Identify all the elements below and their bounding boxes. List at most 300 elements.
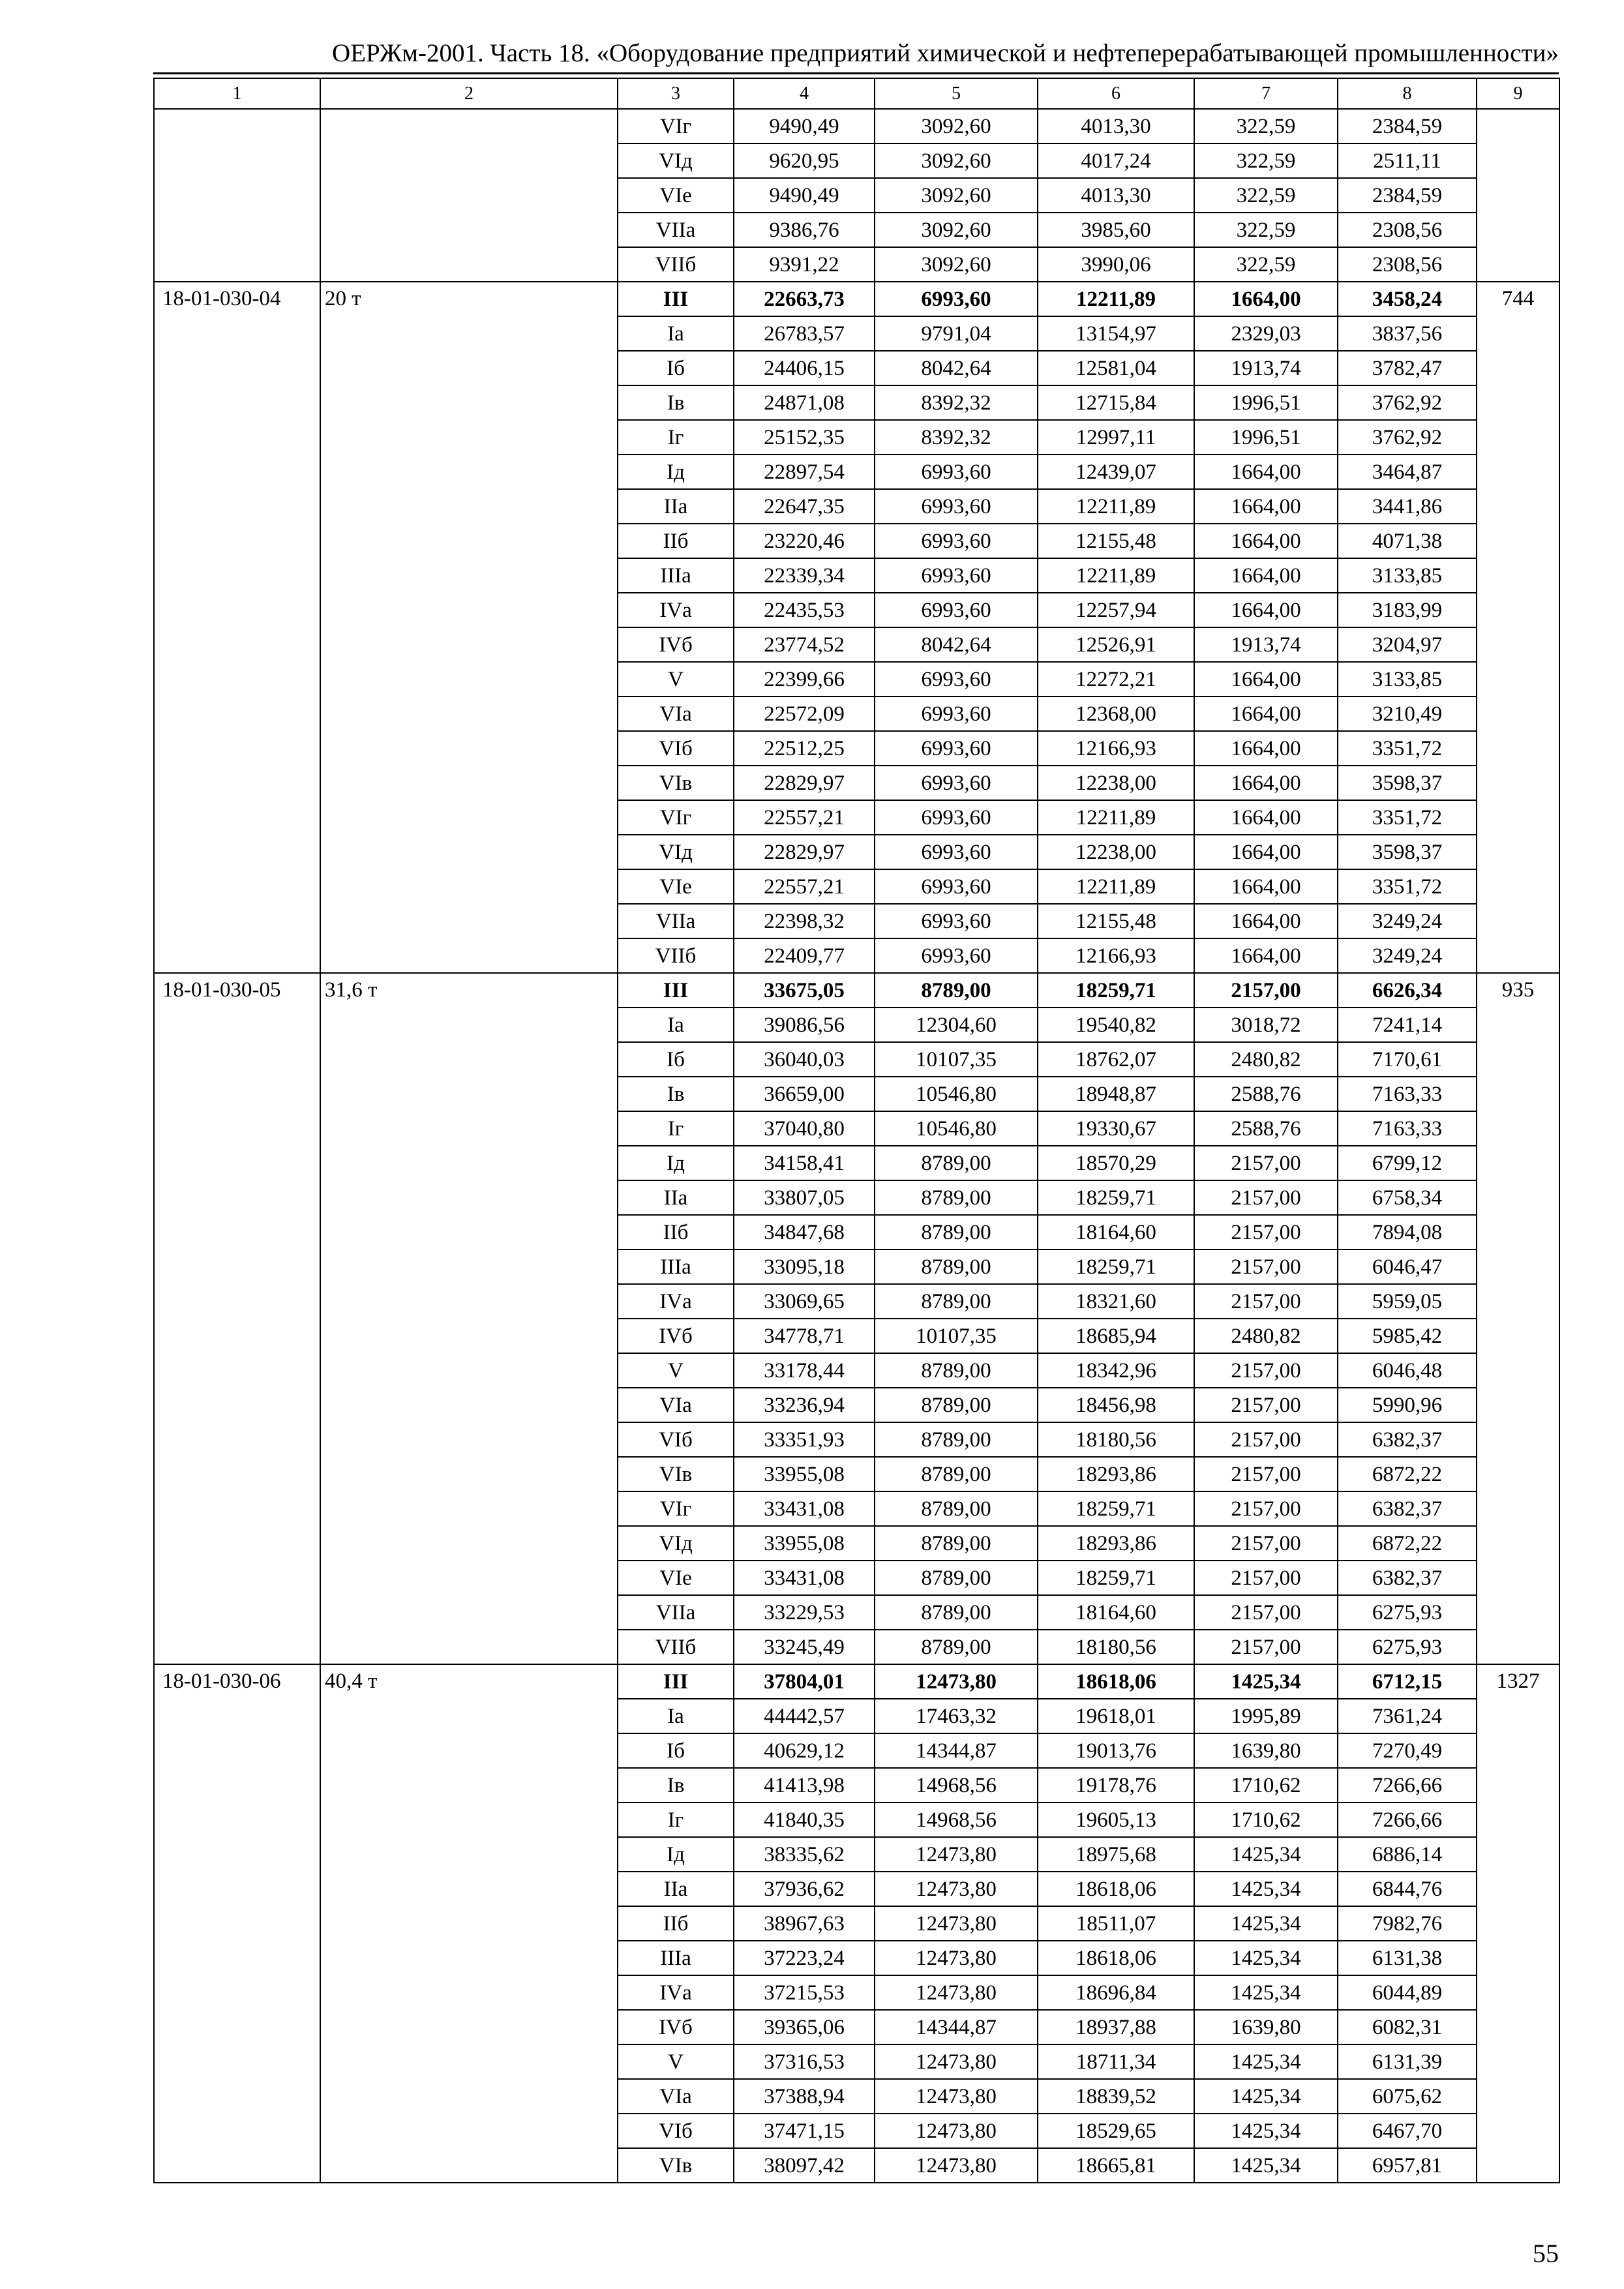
machine-cost: 18259,71 xyxy=(1038,1180,1194,1215)
materials-cost: 6626,34 xyxy=(1338,973,1477,1008)
machine-cost: 4013,30 xyxy=(1038,178,1194,213)
machine-cost: 18839,52 xyxy=(1038,2079,1194,2114)
region-code: VIд xyxy=(618,1526,734,1561)
region-code: Iд xyxy=(618,1837,734,1872)
machine-cost: 18685,94 xyxy=(1038,1319,1194,1353)
materials-cost: 3464,87 xyxy=(1338,455,1477,489)
operator-wage: 1664,00 xyxy=(1194,835,1338,869)
materials-cost: 6131,39 xyxy=(1338,2044,1477,2079)
labor-cost: 6993,60 xyxy=(875,696,1038,731)
materials-cost: 6046,47 xyxy=(1338,1249,1477,1284)
machine-cost: 12368,00 xyxy=(1038,696,1194,731)
total-cost: 34158,41 xyxy=(734,1146,875,1180)
machine-cost: 18529,65 xyxy=(1038,2114,1194,2148)
region-code: VIд xyxy=(618,835,734,869)
page-header: ОЕРЖм-2001. Часть 18. «Оборудование предприятий химической и нефтеперерабатывающей промышленности» xyxy=(332,39,1559,67)
total-cost: 22339,34 xyxy=(734,558,875,593)
region-code: IIIа xyxy=(618,1941,734,1975)
labor-cost: 6993,60 xyxy=(875,766,1038,800)
total-cost: 33675,05 xyxy=(734,973,875,1008)
machine-cost: 18937,88 xyxy=(1038,2010,1194,2044)
total-cost: 40629,12 xyxy=(734,1733,875,1768)
labor-cost: 8789,00 xyxy=(875,1595,1038,1630)
total-cost: 44442,57 xyxy=(734,1699,875,1733)
materials-cost: 7270,49 xyxy=(1338,1733,1477,1768)
labor-cost: 14344,87 xyxy=(875,2010,1038,2044)
total-cost: 37388,94 xyxy=(734,2079,875,2114)
operator-wage: 2157,00 xyxy=(1194,1180,1338,1215)
region-code: III xyxy=(618,1664,734,1699)
materials-cost: 3133,85 xyxy=(1338,558,1477,593)
machine-cost: 18293,86 xyxy=(1038,1526,1194,1561)
column-number: 6 xyxy=(1038,78,1194,109)
region-code: IIб xyxy=(618,1215,734,1249)
labor-cost: 12473,80 xyxy=(875,2044,1038,2079)
region-code: VIд xyxy=(618,143,734,178)
machine-cost: 4013,30 xyxy=(1038,109,1194,143)
labor-cost: 8789,00 xyxy=(875,1561,1038,1595)
materials-cost: 3351,72 xyxy=(1338,800,1477,835)
machine-cost: 18711,34 xyxy=(1038,2044,1194,2079)
materials-cost: 3133,85 xyxy=(1338,662,1477,696)
total-cost: 38335,62 xyxy=(734,1837,875,1872)
labor-cost: 6993,60 xyxy=(875,524,1038,558)
labor-cost: 12473,80 xyxy=(875,2079,1038,2114)
operator-wage: 2157,00 xyxy=(1194,1353,1338,1388)
materials-cost: 3782,47 xyxy=(1338,351,1477,385)
materials-cost: 6382,37 xyxy=(1338,1491,1477,1526)
column-number: 7 xyxy=(1194,78,1338,109)
total-cost: 38097,42 xyxy=(734,2148,875,2183)
operator-wage: 1664,00 xyxy=(1194,938,1338,973)
region-code: Iв xyxy=(618,385,734,420)
machine-cost: 12155,48 xyxy=(1038,524,1194,558)
machine-cost: 19605,13 xyxy=(1038,1803,1194,1837)
materials-cost: 2308,56 xyxy=(1338,247,1477,282)
region-code: VIе xyxy=(618,869,734,904)
region-code: VIIа xyxy=(618,904,734,938)
materials-cost: 3762,92 xyxy=(1338,420,1477,455)
region-code: V xyxy=(618,2044,734,2079)
total-cost: 37223,24 xyxy=(734,1941,875,1975)
region-code: Iг xyxy=(618,1803,734,1837)
machine-cost: 3990,06 xyxy=(1038,247,1194,282)
labor-cost: 14968,56 xyxy=(875,1803,1038,1837)
materials-cost: 6275,93 xyxy=(1338,1595,1477,1630)
materials-cost: 3351,72 xyxy=(1338,869,1477,904)
region-code: Iб xyxy=(618,1733,734,1768)
labor-cost: 12473,80 xyxy=(875,1837,1038,1872)
table-row xyxy=(154,109,1559,143)
labor-cost: 6993,60 xyxy=(875,731,1038,766)
total-cost: 33069,65 xyxy=(734,1284,875,1319)
rate-code: 18-01-030-04 xyxy=(154,282,320,973)
total-cost: 9391,22 xyxy=(734,247,875,282)
machine-cost: 19330,67 xyxy=(1038,1111,1194,1146)
operator-wage: 2329,03 xyxy=(1194,316,1338,351)
operator-wage: 1664,00 xyxy=(1194,766,1338,800)
materials-cost: 6075,62 xyxy=(1338,2079,1477,2114)
operator-wage: 1710,62 xyxy=(1194,1803,1338,1837)
labor-cost: 12473,80 xyxy=(875,1975,1038,2010)
operator-wage: 2157,00 xyxy=(1194,1284,1338,1319)
machine-cost: 18342,96 xyxy=(1038,1353,1194,1388)
region-code: IVб xyxy=(618,2010,734,2044)
operator-wage: 1664,00 xyxy=(1194,455,1338,489)
labor-hours: 744 xyxy=(1477,282,1559,973)
machine-cost: 12211,89 xyxy=(1038,282,1194,316)
region-code: VIб xyxy=(618,2114,734,2148)
labor-cost: 8392,32 xyxy=(875,420,1038,455)
operator-wage: 2157,00 xyxy=(1194,1422,1338,1457)
machine-cost: 12211,89 xyxy=(1038,489,1194,524)
region-code: V xyxy=(618,662,734,696)
region-code: VIв xyxy=(618,1457,734,1491)
operator-wage: 2157,00 xyxy=(1194,1526,1338,1561)
materials-cost: 7241,14 xyxy=(1338,1008,1477,1042)
labor-cost: 12473,80 xyxy=(875,1664,1038,1699)
materials-cost: 3441,86 xyxy=(1338,489,1477,524)
materials-cost: 5990,96 xyxy=(1338,1388,1477,1422)
machine-cost: 13154,97 xyxy=(1038,316,1194,351)
materials-cost: 3837,56 xyxy=(1338,316,1477,351)
materials-cost: 6886,14 xyxy=(1338,1837,1477,1872)
total-cost: 22398,32 xyxy=(734,904,875,938)
labor-cost: 6993,60 xyxy=(875,489,1038,524)
materials-cost: 3762,92 xyxy=(1338,385,1477,420)
materials-cost: 7266,66 xyxy=(1338,1768,1477,1803)
total-cost: 37316,53 xyxy=(734,2044,875,2079)
labor-cost: 8789,00 xyxy=(875,1215,1038,1249)
operator-wage: 1639,80 xyxy=(1194,1733,1338,1768)
labor-cost: 10546,80 xyxy=(875,1077,1038,1111)
labor-cost: 3092,60 xyxy=(875,178,1038,213)
total-cost: 33095,18 xyxy=(734,1249,875,1284)
region-code: IIа xyxy=(618,1180,734,1215)
machine-cost: 18164,60 xyxy=(1038,1215,1194,1249)
total-cost: 33431,08 xyxy=(734,1491,875,1526)
machine-cost: 4017,24 xyxy=(1038,143,1194,178)
labor-cost: 8042,64 xyxy=(875,351,1038,385)
labor-cost: 14968,56 xyxy=(875,1768,1038,1803)
labor-cost: 8789,00 xyxy=(875,1422,1038,1457)
total-cost: 22897,54 xyxy=(734,455,875,489)
total-cost: 38967,63 xyxy=(734,1906,875,1941)
labor-cost: 3092,60 xyxy=(875,109,1038,143)
column-number: 8 xyxy=(1338,78,1477,109)
operator-wage: 1425,34 xyxy=(1194,2079,1338,2114)
operator-wage: 1425,34 xyxy=(1194,2044,1338,2079)
machine-cost: 12166,93 xyxy=(1038,731,1194,766)
operator-wage: 322,59 xyxy=(1194,247,1338,282)
materials-cost: 6957,81 xyxy=(1338,2148,1477,2183)
region-code: VIIб xyxy=(618,247,734,282)
operator-wage: 1425,34 xyxy=(1194,1941,1338,1975)
labor-cost: 6993,60 xyxy=(875,593,1038,627)
region-code: Iа xyxy=(618,1699,734,1733)
labor-cost: 8789,00 xyxy=(875,1457,1038,1491)
operator-wage: 322,59 xyxy=(1194,178,1338,213)
total-cost: 33236,94 xyxy=(734,1388,875,1422)
labor-cost: 3092,60 xyxy=(875,213,1038,247)
labor-cost: 6993,60 xyxy=(875,558,1038,593)
labor-cost: 8789,00 xyxy=(875,1526,1038,1561)
machine-cost: 19013,76 xyxy=(1038,1733,1194,1768)
operator-wage: 2480,82 xyxy=(1194,1319,1338,1353)
machine-cost: 18293,86 xyxy=(1038,1457,1194,1491)
labor-hours: 935 xyxy=(1477,973,1559,1664)
operator-wage: 2480,82 xyxy=(1194,1042,1338,1077)
materials-cost: 6799,12 xyxy=(1338,1146,1477,1180)
machine-cost: 18180,56 xyxy=(1038,1630,1194,1664)
machine-cost: 18180,56 xyxy=(1038,1422,1194,1457)
region-code: IIIа xyxy=(618,1249,734,1284)
total-cost: 9620,95 xyxy=(734,143,875,178)
equipment-parameter: 40,4 т xyxy=(320,1664,618,2183)
operator-wage: 1664,00 xyxy=(1194,524,1338,558)
materials-cost: 2511,11 xyxy=(1338,143,1477,178)
table-body xyxy=(154,109,1559,2183)
region-code: IIа xyxy=(618,1872,734,1906)
region-code: IIб xyxy=(618,524,734,558)
total-cost: 33955,08 xyxy=(734,1526,875,1561)
total-cost: 37804,01 xyxy=(734,1664,875,1699)
region-code: VIв xyxy=(618,2148,734,2183)
total-cost: 37471,15 xyxy=(734,2114,875,2148)
operator-wage: 1425,34 xyxy=(1194,1664,1338,1699)
machine-cost: 12715,84 xyxy=(1038,385,1194,420)
materials-cost: 6382,37 xyxy=(1338,1422,1477,1457)
region-code: IVа xyxy=(618,593,734,627)
total-cost: 41840,35 xyxy=(734,1803,875,1837)
machine-cost: 18618,06 xyxy=(1038,1872,1194,1906)
operator-wage: 1664,00 xyxy=(1194,731,1338,766)
machine-cost: 12526,91 xyxy=(1038,627,1194,662)
labor-cost: 8789,00 xyxy=(875,1180,1038,1215)
machine-cost: 12211,89 xyxy=(1038,558,1194,593)
operator-wage: 2157,00 xyxy=(1194,973,1338,1008)
operator-wage: 322,59 xyxy=(1194,143,1338,178)
region-code: VIIб xyxy=(618,938,734,973)
region-code: Iа xyxy=(618,316,734,351)
materials-cost: 6872,22 xyxy=(1338,1457,1477,1491)
total-cost: 34778,71 xyxy=(734,1319,875,1353)
materials-cost: 7163,33 xyxy=(1338,1077,1477,1111)
total-cost: 33431,08 xyxy=(734,1561,875,1595)
machine-cost: 18975,68 xyxy=(1038,1837,1194,1872)
region-code: Iг xyxy=(618,420,734,455)
machine-cost: 19618,01 xyxy=(1038,1699,1194,1733)
operator-wage: 1639,80 xyxy=(1194,2010,1338,2044)
labor-cost: 6993,60 xyxy=(875,904,1038,938)
labor-cost: 6993,60 xyxy=(875,800,1038,835)
operator-wage: 1425,34 xyxy=(1194,1872,1338,1906)
materials-cost: 3249,24 xyxy=(1338,938,1477,973)
region-code: IVа xyxy=(618,1284,734,1319)
operator-wage: 1664,00 xyxy=(1194,904,1338,938)
region-code: Iг xyxy=(618,1111,734,1146)
region-code: Iв xyxy=(618,1768,734,1803)
machine-cost: 12238,00 xyxy=(1038,835,1194,869)
materials-cost: 7163,33 xyxy=(1338,1111,1477,1146)
region-code: Iб xyxy=(618,1042,734,1077)
total-cost: 9490,49 xyxy=(734,178,875,213)
labor-cost: 3092,60 xyxy=(875,143,1038,178)
labor-cost: 12473,80 xyxy=(875,1941,1038,1975)
materials-cost: 6275,93 xyxy=(1338,1630,1477,1664)
rate-code: 18-01-030-06 xyxy=(154,1664,320,2183)
total-cost: 26783,57 xyxy=(734,316,875,351)
total-cost: 22512,25 xyxy=(734,731,875,766)
machine-cost: 12581,04 xyxy=(1038,351,1194,385)
price-table xyxy=(153,78,1560,2183)
header-rule xyxy=(153,72,1559,74)
labor-cost: 8042,64 xyxy=(875,627,1038,662)
region-code: VIIб xyxy=(618,1630,734,1664)
table-row xyxy=(154,1664,1559,1699)
total-cost: 33351,93 xyxy=(734,1422,875,1457)
machine-cost: 18511,07 xyxy=(1038,1906,1194,1941)
machine-cost: 12166,93 xyxy=(1038,938,1194,973)
region-code: VIв xyxy=(618,766,734,800)
operator-wage: 2157,00 xyxy=(1194,1249,1338,1284)
materials-cost: 3598,37 xyxy=(1338,766,1477,800)
equipment-parameter: 20 т xyxy=(320,282,618,973)
machine-cost: 12211,89 xyxy=(1038,869,1194,904)
materials-cost: 2384,59 xyxy=(1338,109,1477,143)
equipment-parameter xyxy=(320,109,618,282)
total-cost: 22557,21 xyxy=(734,869,875,904)
machine-cost: 18618,06 xyxy=(1038,1941,1194,1975)
labor-cost: 12304,60 xyxy=(875,1008,1038,1042)
total-cost: 22399,66 xyxy=(734,662,875,696)
region-code: VIа xyxy=(618,1388,734,1422)
total-cost: 22572,09 xyxy=(734,696,875,731)
region-code: IVб xyxy=(618,1319,734,1353)
operator-wage: 1664,00 xyxy=(1194,800,1338,835)
operator-wage: 2157,00 xyxy=(1194,1491,1338,1526)
total-cost: 23774,52 xyxy=(734,627,875,662)
labor-cost: 8789,00 xyxy=(875,1146,1038,1180)
equipment-parameter: 31,6 т xyxy=(320,973,618,1664)
region-code: IIа xyxy=(618,489,734,524)
materials-cost: 2384,59 xyxy=(1338,178,1477,213)
labor-cost: 6993,60 xyxy=(875,282,1038,316)
total-cost: 33229,53 xyxy=(734,1595,875,1630)
labor-cost: 8789,00 xyxy=(875,1249,1038,1284)
machine-cost: 18762,07 xyxy=(1038,1042,1194,1077)
materials-cost: 5985,42 xyxy=(1338,1319,1477,1353)
total-cost: 39365,06 xyxy=(734,2010,875,2044)
operator-wage: 2157,00 xyxy=(1194,1146,1338,1180)
total-cost: 9490,49 xyxy=(734,109,875,143)
operator-wage: 1664,00 xyxy=(1194,593,1338,627)
total-cost: 24406,15 xyxy=(734,351,875,385)
operator-wage: 2157,00 xyxy=(1194,1595,1338,1630)
total-cost: 23220,46 xyxy=(734,524,875,558)
machine-cost: 18259,71 xyxy=(1038,1491,1194,1526)
materials-cost: 6082,31 xyxy=(1338,2010,1477,2044)
labor-cost: 6993,60 xyxy=(875,835,1038,869)
operator-wage: 322,59 xyxy=(1194,213,1338,247)
operator-wage: 2588,76 xyxy=(1194,1077,1338,1111)
total-cost: 39086,56 xyxy=(734,1008,875,1042)
operator-wage: 2157,00 xyxy=(1194,1457,1338,1491)
materials-cost: 3458,24 xyxy=(1338,282,1477,316)
operator-wage: 1664,00 xyxy=(1194,282,1338,316)
total-cost: 33807,05 xyxy=(734,1180,875,1215)
total-cost: 24871,08 xyxy=(734,385,875,420)
labor-cost: 10107,35 xyxy=(875,1042,1038,1077)
labor-cost: 10546,80 xyxy=(875,1111,1038,1146)
table-row xyxy=(154,973,1559,1008)
region-code: VIа xyxy=(618,2079,734,2114)
operator-wage: 1425,34 xyxy=(1194,1975,1338,2010)
region-code: III xyxy=(618,282,734,316)
total-cost: 22435,53 xyxy=(734,593,875,627)
total-cost: 25152,35 xyxy=(734,420,875,455)
materials-cost: 3183,99 xyxy=(1338,593,1477,627)
total-cost: 37936,62 xyxy=(734,1872,875,1906)
region-code: Iв xyxy=(618,1077,734,1111)
labor-cost: 10107,35 xyxy=(875,1319,1038,1353)
operator-wage: 1664,00 xyxy=(1194,558,1338,593)
labor-cost: 12473,80 xyxy=(875,1872,1038,1906)
column-number-row xyxy=(154,78,1559,109)
total-cost: 22557,21 xyxy=(734,800,875,835)
machine-cost: 12257,94 xyxy=(1038,593,1194,627)
labor-cost: 12473,80 xyxy=(875,2114,1038,2148)
operator-wage: 1996,51 xyxy=(1194,420,1338,455)
operator-wage: 2157,00 xyxy=(1194,1215,1338,1249)
region-code: III xyxy=(618,973,734,1008)
materials-cost: 2308,56 xyxy=(1338,213,1477,247)
total-cost: 37215,53 xyxy=(734,1975,875,2010)
total-cost: 33955,08 xyxy=(734,1457,875,1491)
column-number: 3 xyxy=(618,78,734,109)
region-code: Iа xyxy=(618,1008,734,1042)
labor-hours xyxy=(1477,109,1559,282)
materials-cost: 7982,76 xyxy=(1338,1906,1477,1941)
region-code: VIе xyxy=(618,1561,734,1595)
machine-cost: 18618,06 xyxy=(1038,1664,1194,1699)
machine-cost: 19178,76 xyxy=(1038,1768,1194,1803)
materials-cost: 3598,37 xyxy=(1338,835,1477,869)
materials-cost: 7894,08 xyxy=(1338,1215,1477,1249)
machine-cost: 18948,87 xyxy=(1038,1077,1194,1111)
operator-wage: 1425,34 xyxy=(1194,2148,1338,2183)
labor-cost: 17463,32 xyxy=(875,1699,1038,1733)
region-code: VIг xyxy=(618,109,734,143)
machine-cost: 3985,60 xyxy=(1038,213,1194,247)
materials-cost: 7361,24 xyxy=(1338,1699,1477,1733)
materials-cost: 5959,05 xyxy=(1338,1284,1477,1319)
total-cost: 22829,97 xyxy=(734,835,875,869)
machine-cost: 12997,11 xyxy=(1038,420,1194,455)
region-code: Iд xyxy=(618,1146,734,1180)
operator-wage: 322,59 xyxy=(1194,109,1338,143)
labor-hours: 1327 xyxy=(1477,1664,1559,2183)
operator-wage: 1425,34 xyxy=(1194,1837,1338,1872)
materials-cost: 6844,76 xyxy=(1338,1872,1477,1906)
column-number: 5 xyxy=(875,78,1038,109)
labor-cost: 12473,80 xyxy=(875,2148,1038,2183)
materials-cost: 6712,15 xyxy=(1338,1664,1477,1699)
labor-cost: 8392,32 xyxy=(875,385,1038,420)
labor-cost: 6993,60 xyxy=(875,662,1038,696)
operator-wage: 1995,89 xyxy=(1194,1699,1338,1733)
materials-cost: 3210,49 xyxy=(1338,696,1477,731)
